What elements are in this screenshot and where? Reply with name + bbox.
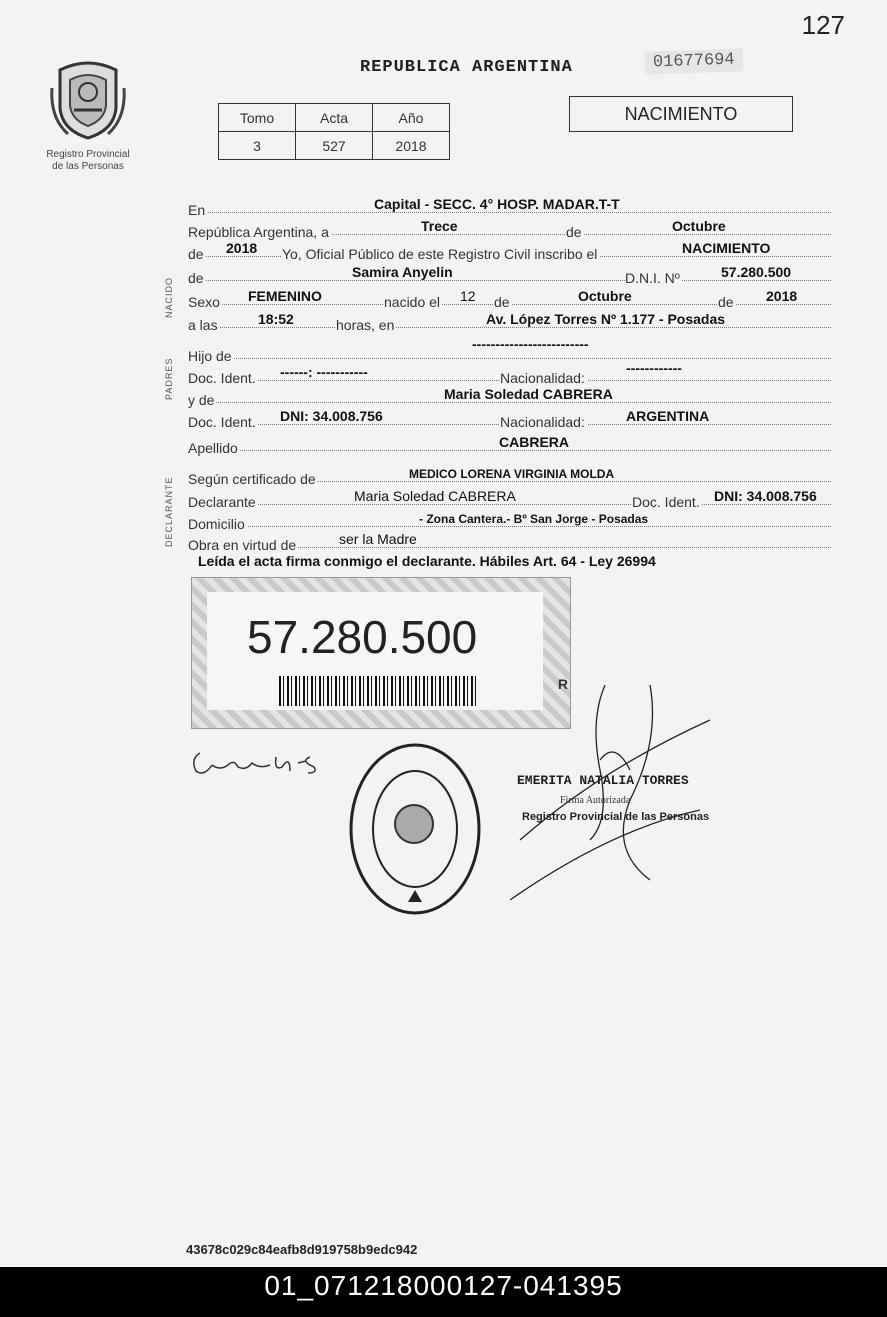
- form-line-apellido: [188, 430, 831, 456]
- footer-code: 01_071218000127-041395: [0, 1267, 887, 1317]
- year-de-label: de: [188, 246, 204, 262]
- official-office: Registro Provincial de las Personas: [522, 811, 710, 823]
- form-line-obra: [188, 527, 831, 553]
- alas-label: a las: [188, 317, 218, 333]
- acta-value: 527: [296, 132, 373, 160]
- section-label-padres: PADRES: [164, 357, 174, 400]
- year-value: 2018: [226, 240, 258, 256]
- birth-de1: de: [494, 294, 510, 310]
- closing-statement: Leída el acta firma conmigo el declarante. Hábiles Art. 64 - Ley 26994: [198, 553, 656, 569]
- yde-label: y de: [188, 392, 215, 408]
- tomo-value: 3: [219, 132, 296, 160]
- republica-label: República Argentina, a: [188, 224, 329, 240]
- official-title: Firma Autorizada: [560, 795, 631, 806]
- doc1-value: ------: -----------: [280, 364, 368, 380]
- nac2-value: ARGENTINA: [626, 408, 710, 424]
- anio-value: 2018: [373, 132, 450, 160]
- day-value: Trece: [421, 218, 458, 234]
- form-line-name: [188, 260, 831, 286]
- anio-header: Año: [373, 104, 450, 132]
- birth-month: Octubre: [578, 288, 632, 304]
- registry-table: [218, 103, 450, 160]
- decl-label: Declarante: [188, 494, 256, 510]
- inscribo-value: NACIMIENTO: [682, 240, 771, 256]
- obra-label: Obra en virtud de: [188, 537, 297, 553]
- dni-large-number: 57.280.500: [247, 611, 478, 663]
- document-hash: 43678c029c84eafb8d919758b9edc942: [186, 1242, 418, 1257]
- form-line-hora: [188, 307, 831, 333]
- section-label-nacido: NACIDO: [164, 276, 174, 318]
- nac1-value: ------------: [626, 360, 682, 376]
- tomo-header: Tomo: [219, 104, 296, 132]
- de-label: de: [566, 224, 582, 240]
- delegation-stamp: [346, 740, 484, 918]
- dni-value: 57.280.500: [721, 264, 792, 280]
- month-value: Octubre: [672, 218, 726, 234]
- birth-year: 2018: [766, 288, 798, 304]
- birth-place: Av. López Torres Nº 1.177 - Posadas: [486, 311, 726, 327]
- horas-label: horas, en: [336, 317, 395, 333]
- registry-logo: [40, 58, 136, 173]
- dni-mark: R: [557, 676, 568, 692]
- decl-value: Maria Soledad CABRERA: [354, 488, 516, 504]
- apellido-value: CABRERA: [499, 434, 569, 450]
- doc1-label: Doc. Ident.: [188, 370, 256, 386]
- yo-text: Yo, Oficial Público de este Registro Civil inscribo el: [282, 246, 598, 262]
- serial-number: 01677694: [645, 48, 743, 74]
- decl-doc-label: Doc. Ident.: [632, 494, 700, 510]
- form-line-doc2: [188, 404, 831, 430]
- dom-value: - Zona Cantera.- Bº San Jorge - Posadas: [419, 512, 649, 526]
- page-number: 127: [801, 10, 845, 40]
- cert-label: Según certificado de: [188, 471, 316, 487]
- birth-time: 18:52: [258, 311, 294, 327]
- dni-label: D.N.I. Nº: [625, 270, 680, 286]
- cert-value: MEDICO LORENA VIRGINIA MOLDA: [409, 467, 615, 481]
- nac1-label: Nacionalidad:: [500, 370, 585, 386]
- document-title: REPUBLICA ARGENTINA: [360, 58, 573, 77]
- doc2-label: Doc. Ident.: [188, 414, 256, 430]
- en-value: Capital - SECC. 4° HOSP. MADAR.T-T: [374, 196, 620, 212]
- father-value: -------------------------: [472, 336, 589, 352]
- mother-name: Maria Soledad CABRERA: [444, 386, 613, 402]
- record-type-box: NACIMIENTO: [569, 96, 793, 132]
- hijo-label: Hijo de: [188, 348, 232, 364]
- dom-label: Domicilio: [188, 516, 245, 532]
- sexo-value: FEMENINO: [248, 288, 322, 304]
- section-label-declarante: DECLARANTE: [164, 476, 174, 547]
- sexo-label: Sexo: [188, 294, 220, 310]
- official-name: EMERITA NATALIA TORRES: [517, 773, 689, 788]
- nacido-label: nacido el: [384, 294, 441, 310]
- nac2-label: Nacionalidad:: [500, 414, 585, 430]
- en-label: En: [188, 202, 206, 218]
- barcode-icon: [279, 676, 479, 706]
- province-seal-icon: [48, 58, 128, 140]
- acta-header: Acta: [296, 104, 373, 132]
- obra-value: ser la Madre: [339, 531, 417, 547]
- apellido-label: Apellido: [188, 440, 238, 456]
- handwritten-signature: [190, 745, 330, 781]
- child-name: Samira Anyelin: [352, 264, 453, 280]
- birth-de2: de: [718, 294, 734, 310]
- form-line-yo: [188, 236, 831, 262]
- name-de-label: de: [188, 270, 204, 286]
- birth-day: 12: [460, 288, 476, 304]
- doc2-value: DNI: 34.008.756: [280, 408, 383, 424]
- decl-doc-value: DNI: 34.008.756: [714, 488, 817, 504]
- logo-caption-line1: Registro Provincial: [46, 149, 130, 160]
- logo-caption-line2: de las Personas: [52, 161, 124, 172]
